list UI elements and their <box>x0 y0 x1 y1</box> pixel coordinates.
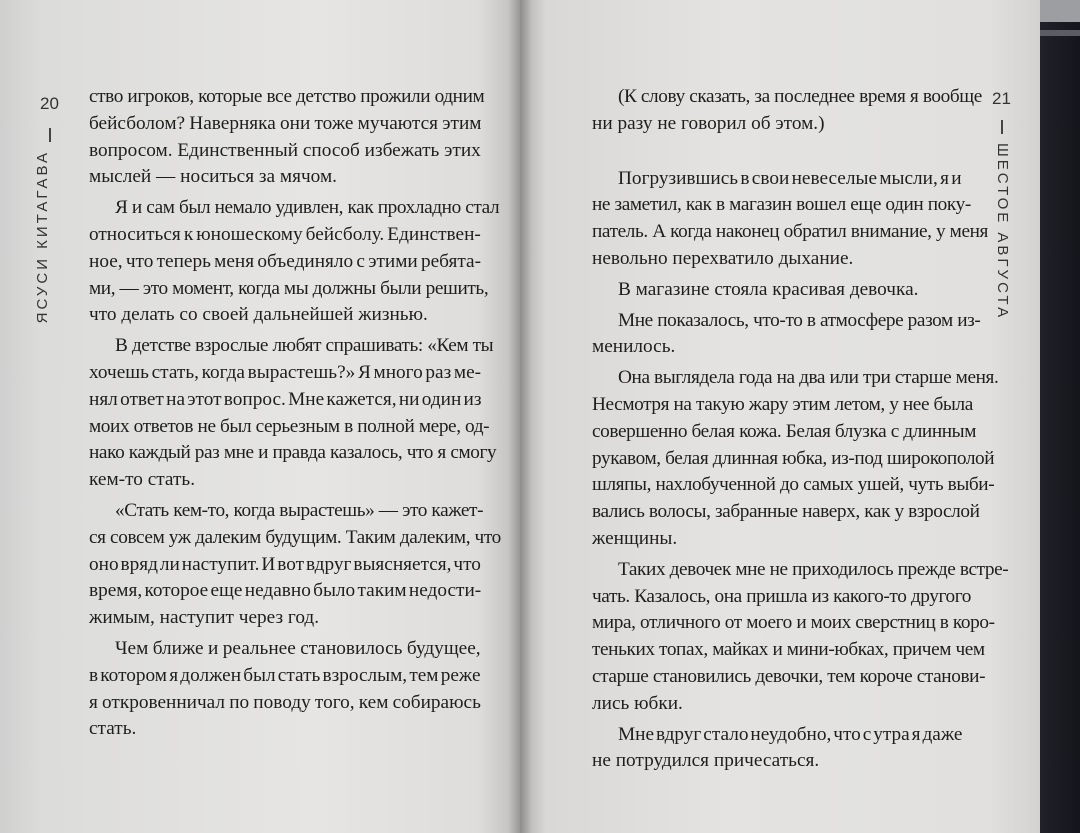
left-page-number: 20 <box>40 94 59 113</box>
text-line: чать. Казалось, она пришла из какого-то другого <box>592 585 972 607</box>
text-line: относиться к юношескому бейсболу. Единствен- <box>89 223 481 245</box>
text-line: не заметил, как в магазин вошел еще один поку- <box>592 194 971 216</box>
left-body-text <box>89 84 501 747</box>
text-line: вопросом. Единственный способ избежать этих <box>89 139 481 161</box>
right-page-number: 21 <box>992 89 1011 108</box>
text-line: теньких топах, майках и мини-юбках, причем чем <box>592 639 985 661</box>
text-line: не потрудился причесаться. <box>592 750 820 772</box>
left-folio-dash <box>49 128 51 142</box>
text-line: Таких девочек мне не приходилось прежде встре- <box>618 558 1009 580</box>
text-line: менилось. <box>592 336 676 358</box>
text-line: время, которое еще недавно было таким недости- <box>89 580 482 602</box>
text-line: патель. А когда наконец обратил внимание, у меня <box>592 221 988 243</box>
text-line: мыслей — носиться за мячом. <box>89 166 337 188</box>
text-line: нял ответ на этот вопрос. Мне кажется, ни один из <box>89 388 482 410</box>
text-line: совершенно белая кожа. Белая блузка с длинным <box>592 420 977 442</box>
text-line: бейсболом? Наверняка они тоже мучаются этим <box>89 112 482 134</box>
text-line: В магазине стояла красивая девочка. <box>618 278 919 300</box>
paragraph-gap <box>592 775 962 779</box>
text-line: Погрузившись в свои невеселые мысли, я и <box>618 167 962 189</box>
text-line: невольно перехватило дыхание. <box>592 247 854 269</box>
text-line: В детстве взрослые любят спрашивать: «Кем ты <box>115 335 494 357</box>
text-line: что делать со своей дальнейшей жизнью. <box>89 304 428 326</box>
text-line: Чем ближе и реальнее становилось будущее, <box>115 637 481 659</box>
text-line: жимым, наступит через год. <box>89 607 320 629</box>
text-line: ся совсем уж далеким будущим. Таким далеким, что <box>89 526 501 548</box>
text-line: ство игроков, которые все детство прожили одним <box>89 86 485 107</box>
text-line: стать. <box>89 718 137 740</box>
text-line: нако каждый раз мне и правда казалось, что я смогу <box>89 442 497 464</box>
text-line: оно вряд ли наступит. И вот вдруг выясняется, что <box>89 553 481 575</box>
text-line: Она выглядела года на два или три старше меня. <box>618 367 999 389</box>
right-folio-dash <box>1001 120 1003 134</box>
text-line: «Стать кем-то, когда вырастешь» — это кажет- <box>115 499 484 521</box>
paragraph-gap <box>592 138 962 166</box>
book-gutter <box>508 0 532 833</box>
text-line: я откровенничал по поводу того, кем собираюсь <box>89 691 481 713</box>
text-line: шляпы, нахлобученной до самых ушей, чуть выби- <box>592 474 995 496</box>
text-line: ни разу не говорил об этом.) <box>592 112 825 134</box>
text-line: ное, что теперь меня объединяло с этими ребята- <box>89 250 482 272</box>
text-line: Я и сам был немало удивлен, как прохладно стал <box>115 197 500 219</box>
left-running-head: ЯСУСИ КИТАГАВА <box>34 150 51 324</box>
text-line: моих ответов не был серьезным в полной мере, од- <box>89 415 490 437</box>
text-line: кем-то стать. <box>89 469 196 491</box>
right-running-head: ШЕСТОЕ АВГУСТА <box>994 143 1011 321</box>
paragraph-gap <box>89 743 481 747</box>
text-line: старше становились девочки, тем короче станови- <box>592 665 986 687</box>
text-line: Несмотря на такую жару этим летом, у нее была <box>592 393 973 415</box>
text-line: лись юбки. <box>592 692 683 714</box>
text-line: вались волосы, забранные наверх, как у взрослой <box>592 501 980 523</box>
text-line: женщины. <box>592 527 678 549</box>
text-line: ми, — это момент, когда мы должны были решить, <box>89 277 489 299</box>
text-line: хочешь стать, когда вырастешь?» Я много раз ме- <box>89 361 482 383</box>
text-line: Мне показалось, что-то в атмосфере разом из- <box>618 309 981 331</box>
text-line: (К слову сказать, за последнее время я вообще <box>618 86 982 107</box>
text-line: в котором я должен был стать взрослым, тем реже <box>89 664 481 686</box>
text-line: рукавом, белая длинная юбка, из-под широкополой <box>592 447 995 469</box>
text-line: Мне вдруг стало неудобно, что с утра я даже <box>618 723 963 745</box>
text-line: мира, отличного от моего и моих сверстниц в коро- <box>592 612 995 634</box>
